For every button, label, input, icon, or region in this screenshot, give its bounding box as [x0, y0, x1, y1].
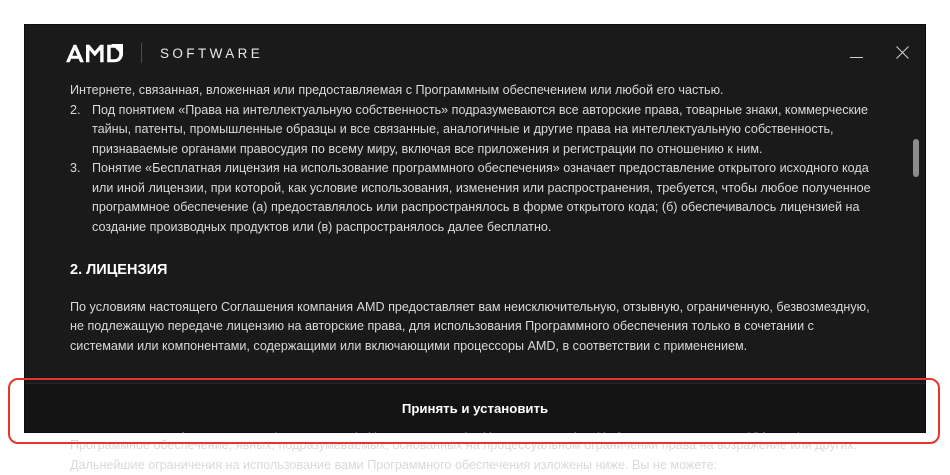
accept-and-install-button[interactable]: Принять и установить [25, 384, 925, 432]
brand-software-label: SOFTWARE [160, 46, 263, 61]
brand-divider [141, 43, 142, 63]
brand-area [63, 43, 263, 63]
section-body-restrictions: Программное обеспечение, явных, подразумеваемых, основанных на процессуальном ограничении права на возражение или других. Дальнейшие ограничения на использование вами Программного обеспечения изложены ниже. Вы не можете: [70, 417, 877, 475]
close-button[interactable] [879, 25, 925, 81]
list-item-text: Под понятием «Права на интеллектуальную собственность» подразумеваются все авторские права, товарные знаки, коммерческие тайны, патенты, промышленные образцы и все связанные, аналогичные и другие права на интеллектуальную собственность, признаваемые органами правосудия по всему миру, включая все приложения и регистрации по отношению к ним. [92, 103, 868, 156]
list-item-text: Понятие «Бесплатная лицензия на использование программного обеспечения» означает предоставление открытого исходного кода или иной лицензии, при которой, как условие использования, изменения или распространения, требуется, чтобы любое полученное программное обеспечение (а) предоставлялось или распространялось в форме открытого кода; (б) обеспечивалось лицензией на создание производных продуктов или (в) распространялось далее бесплатно. [92, 161, 871, 234]
list-item [70, 101, 877, 160]
amd-logo-icon [63, 44, 125, 63]
close-icon [895, 46, 909, 60]
section-body-license: По условиям настоящего Соглашения компания AMD предоставляет вам неисключительную, отзывную, ограниченную, безвозмездную, не подлежащую передаче лицензию на авторские права, для использования Программного обеспечения только в сочетании с системами или компонентами, содержащими или включающими процессоры AMD, в соответствии с применением. [70, 298, 877, 357]
eula-scrollbar-track[interactable] [913, 85, 919, 396]
eula-scrollbar-thumb[interactable] [913, 139, 919, 177]
eula-scroll-area[interactable] [25, 81, 925, 402]
list-item-number: 2. [70, 101, 81, 121]
minimize-button[interactable] [833, 25, 879, 81]
list-item [70, 159, 877, 237]
title-bar [25, 25, 925, 81]
minimize-icon [850, 57, 863, 58]
eula-partial-top-line: Интернете, связанная, вложенная или предоставляемая с Программным обеспечением или любой его частью. [70, 81, 877, 101]
amd-software-installer-window [25, 25, 925, 432]
eula-definitions-list [70, 101, 877, 238]
footer-bar [25, 383, 925, 432]
section-heading-license: 2. ЛИЦЕНЗИЯ [70, 261, 877, 281]
list-item-number: 3. [70, 159, 81, 179]
window-controls [833, 25, 925, 81]
